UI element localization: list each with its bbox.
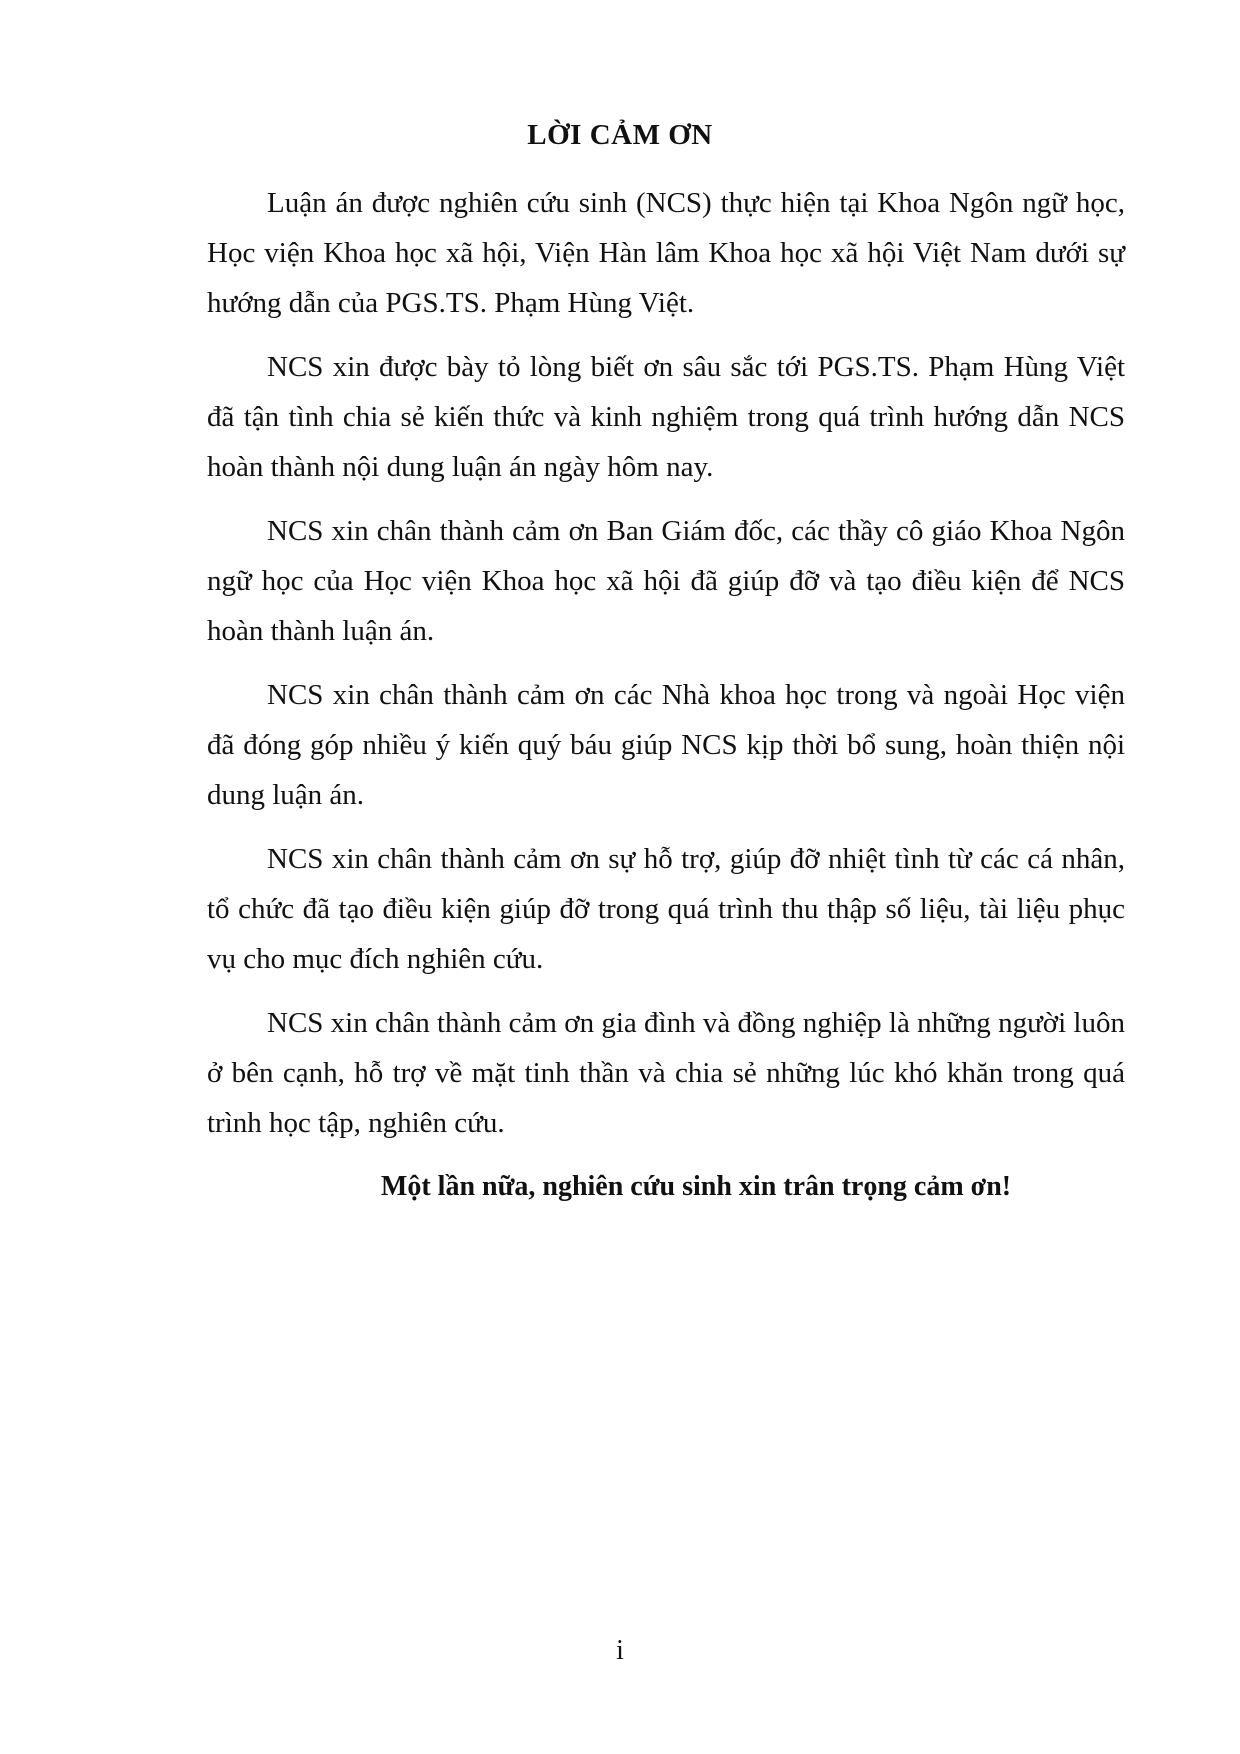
paragraph-6: NCS xin chân thành cảm ơn gia đình và đồng nghiệp là những người luôn ở bên cạnh, hỗ trợ về mặt tinh thần và chia sẻ những lúc khó khăn trong quá trình học tập, nghiên cứu. bbox=[207, 1007, 1125, 1139]
paragraph-5: NCS xin chân thành cảm ơn sự hỗ trợ, giúp đỡ nhiệt tình từ các cá nhân, tổ chức đã tạo điều kiện giúp đỡ trong quá trình thu thập số liệu, tài liệu phục vụ cho mục đích nghiên cứu. bbox=[207, 843, 1125, 975]
page-title: LỜI CẢM ƠN bbox=[527, 119, 713, 151]
paragraph-4: NCS xin chân thành cảm ơn các Nhà khoa học trong và ngoài Học viện đã đóng góp nhiều ý kiến quý báu giúp NCS kịp thời bổ sung, hoàn thiện nội dung luận án. bbox=[207, 679, 1125, 811]
closing-line: Một lần nữa, nghiên cứu sinh xin trân trọng cảm ơn! bbox=[380, 1171, 1012, 1202]
paragraph-2: NCS xin được bày tỏ lòng biết ơn sâu sắc tới PGS.TS. Phạm Hùng Việt đã tận tình chia sẻ kiến thức và kinh nghiệm trong quá trình hướng dẫn NCS hoàn thành nội dung luận án ngày hôm nay. bbox=[207, 351, 1125, 483]
acknowledgement-body bbox=[207, 178, 1125, 1212]
paragraph-1: Luận án được nghiên cứu sinh (NCS) thực hiện tại Khoa Ngôn ngữ học, Học viện Khoa học xã hội, Viện Hàn lâm Khoa học xã hội Việt Nam dưới sự hướng dẫn của PGS.TS. Phạm Hùng Việt. bbox=[207, 187, 1125, 319]
paragraph-3: NCS xin chân thành cảm ơn Ban Giám đốc, các thầy cô giáo Khoa Ngôn ngữ học của Học viện Khoa học xã hội đã giúp đỡ và tạo điều kiện để NCS hoàn thành luận án. bbox=[207, 515, 1125, 647]
page-number: i bbox=[616, 1635, 624, 1666]
